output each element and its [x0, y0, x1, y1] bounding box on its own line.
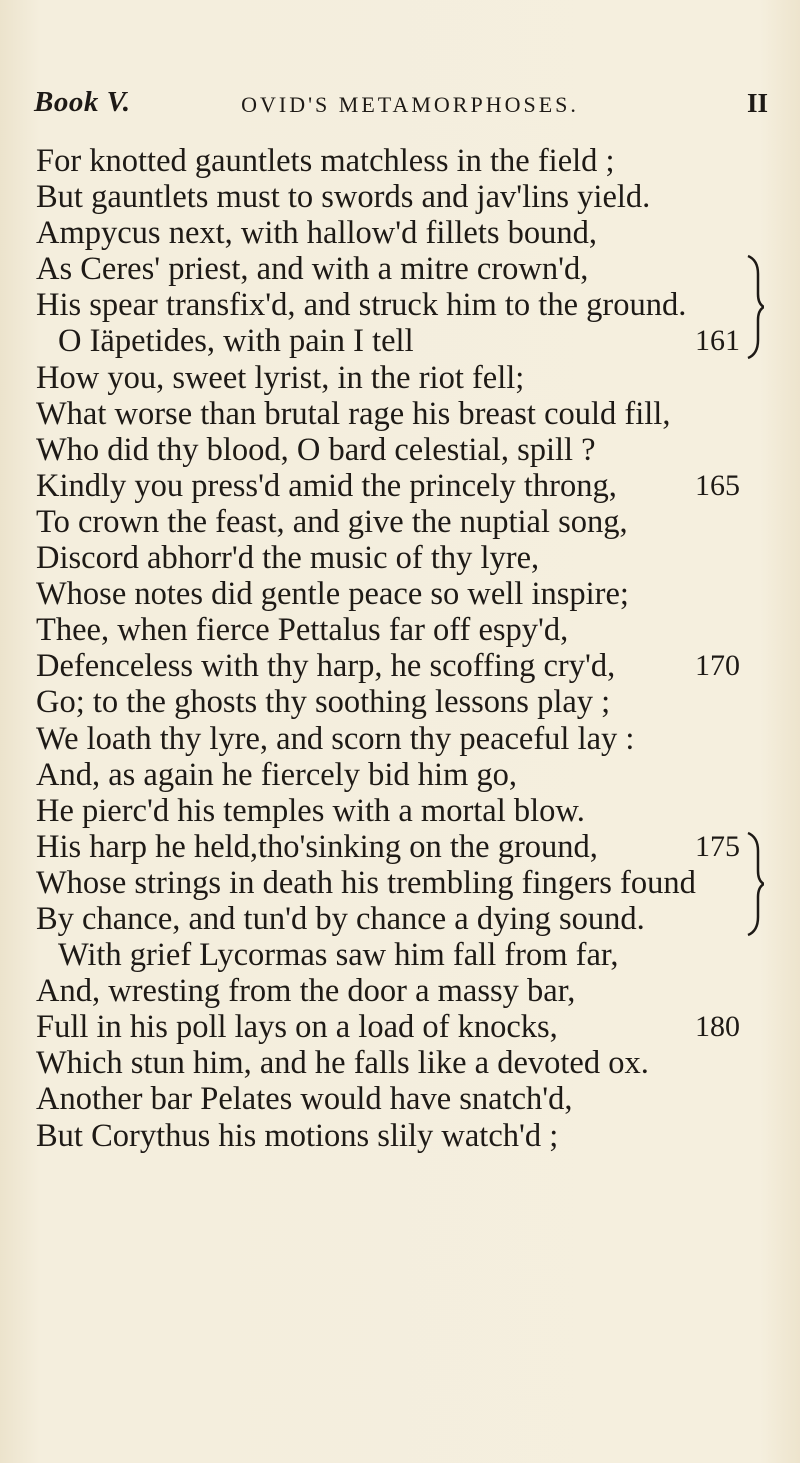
page-number: II — [746, 88, 768, 118]
poem-line-text: Whose strings in death his trembling fingers found — [36, 864, 696, 901]
poem-line-text: Which stun him, and he falls like a devoted ox. — [36, 1045, 649, 1082]
poem-line — [36, 1045, 776, 1081]
poem-line — [36, 1118, 776, 1154]
poem-line — [36, 287, 776, 323]
poem-text — [36, 143, 776, 1154]
poem-line-text: Whose notes did gentle peace so well inspire; — [36, 576, 629, 613]
poem-line — [36, 973, 776, 1009]
poem-line — [36, 1009, 776, 1045]
poem-line-text: And, wresting from the door a massy bar, — [36, 973, 576, 1010]
poem-line — [36, 865, 776, 901]
triplet-brace-icon — [744, 829, 764, 939]
poem-line-text: Who did thy blood, O bard celestial, spill ? — [36, 431, 596, 468]
poem-line-text: For knotted gauntlets matchless in the field ; — [36, 143, 615, 179]
line-number: 180 — [695, 1010, 740, 1044]
poem-line-text: O Iäpetides, with pain I tell — [58, 323, 414, 360]
poem-line — [36, 360, 776, 396]
poem-line — [36, 937, 776, 973]
triplet-brace-icon — [744, 252, 764, 362]
poem-line-text: As Ceres' priest, and with a mitre crown'd, — [36, 251, 589, 288]
book-label: Book V. — [34, 86, 131, 118]
poem-line-text: Full in his poll lays on a load of knocks, — [36, 1009, 558, 1046]
poem-line-text: Another bar Pelates would have snatch'd, — [36, 1081, 573, 1118]
poem-line — [36, 432, 776, 468]
poem-line-text: By chance, and tun'd by chance a dying sound. — [36, 900, 645, 937]
poem-line-text: Go; to the ghosts thy soothing lessons play ; — [36, 684, 611, 721]
line-number: 175 — [695, 829, 740, 863]
poem-line-text: How you, sweet lyrist, in the riot fell; — [36, 359, 525, 396]
poem-line — [36, 829, 776, 865]
running-header — [20, 86, 780, 130]
running-title: OVID'S METAMORPHOSES. — [241, 92, 579, 117]
poem-line — [36, 1081, 776, 1117]
poem-line-text: Ampycus next, with hallow'd fillets bound, — [36, 215, 598, 252]
poem-line-text: Kindly you press'd amid the princely throng, — [36, 467, 617, 504]
poem-line — [36, 540, 776, 576]
poem-line — [36, 323, 776, 359]
poem-line — [36, 468, 776, 504]
poem-line-text: What worse than brutal rage his breast could fill, — [36, 395, 671, 432]
poem-line — [36, 396, 776, 432]
poem-line-text: His harp he held,tho'sinking on the ground, — [36, 828, 598, 865]
poem-line — [36, 721, 776, 757]
poem-line — [36, 612, 776, 648]
poem-line-text: Thee, when fierce Pettalus far off espy'd, — [36, 612, 569, 649]
poem-line — [36, 684, 776, 720]
poem-line-text: But Corythus his motions slily watch'd ; — [36, 1117, 559, 1154]
poem-line-text: His spear transfix'd, and struck him to the ground. — [36, 287, 687, 324]
poem-line-text: He pierc'd his temples with a mortal blow. — [36, 792, 585, 829]
line-number: 165 — [695, 468, 740, 502]
poem-line — [36, 648, 776, 684]
poem-line-text: With grief Lycormas saw him fall from far, — [58, 937, 619, 974]
poem-line — [36, 576, 776, 612]
poem-line — [36, 901, 776, 937]
poem-line — [36, 251, 776, 287]
poem-line — [36, 179, 776, 215]
line-number: 170 — [695, 649, 740, 683]
poem-line — [36, 793, 776, 829]
poem-line — [36, 215, 776, 251]
poem-line-text: But gauntlets must to swords and jav'lins yield. — [36, 179, 651, 216]
poem-line — [36, 143, 776, 179]
poem-line-text: And, as again he fiercely bid him go, — [36, 756, 518, 793]
poem-line-text: We loath thy lyre, and scorn thy peaceful lay : — [36, 720, 635, 757]
poem-line — [36, 757, 776, 793]
poem-line — [36, 504, 776, 540]
line-number: 161 — [695, 324, 740, 358]
poem-line-text: Discord abhorr'd the music of thy lyre, — [36, 540, 540, 577]
poem-line-text: To crown the feast, and give the nuptial song, — [36, 503, 628, 540]
poem-line-text: Defenceless with thy harp, he scoffing cry'd, — [36, 648, 616, 685]
